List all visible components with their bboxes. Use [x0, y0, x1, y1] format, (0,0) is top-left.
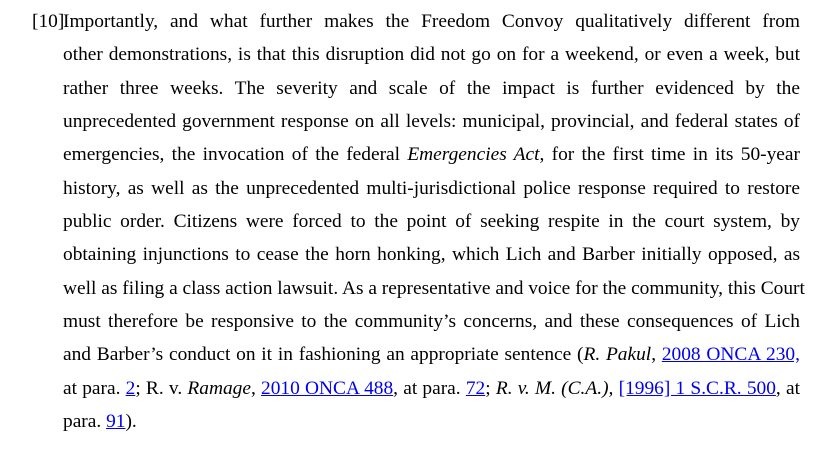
paragraph-line: Importantly, and what further makes the Freedom Convoy qualitatively different from — [63, 11, 800, 32]
paragraph-line: history, as well as the unprecedented multi-jurisdictional police response required to restore — [63, 178, 800, 199]
paragraph-line: unprecedented government response on all levels: municipal, provincial, and federal states of — [63, 111, 800, 132]
line-text: para. — [63, 411, 107, 432]
paragraph-line: rather three weeks. The severity and scale of the impact is further evidenced by the — [63, 78, 800, 99]
citation-link[interactable]: 2008 ONCA 230, — [661, 344, 800, 365]
line-text: ; R. v. — [135, 378, 188, 399]
line-text: , — [651, 344, 662, 365]
line-text: ; — [485, 378, 496, 399]
citation-link[interactable]: 2010 ONCA 488 — [261, 378, 394, 399]
paragraph-line — [63, 410, 800, 434]
para-link[interactable]: 72 — [465, 378, 486, 399]
paragraph-line: well as filing a class action lawsuit. As a representative and voice for the community, this Court — [63, 278, 805, 299]
paragraph-line: obtaining injunctions to cease the horn honking, which Lich and Barber initially opposed, as — [63, 244, 800, 265]
paragraph-line: must therefore be responsive to the community’s concerns, and these consequences of Lich — [63, 311, 800, 332]
line-text: at para. — [63, 378, 126, 399]
case-name: R. Pakul — [583, 344, 652, 365]
line-text: , at para. — [393, 378, 466, 399]
para-link[interactable]: 91 — [106, 411, 126, 432]
case-name: R. v. M. (C.A.), — [495, 378, 614, 399]
line-text: and Barber’s conduct on it in fashioning an appropriate sentence ( — [63, 344, 584, 365]
line-text: ). — [125, 411, 137, 432]
line-text: , for the first time in its 50-year — [539, 144, 800, 165]
paragraph-line: public order. Citizens were forced to the point of seeking respite in the court system, by — [63, 211, 800, 232]
paragraph-line — [63, 143, 800, 167]
statute-name: Emergencies Act — [407, 144, 540, 165]
paragraph-number: [10] — [32, 11, 65, 32]
paragraph-line — [63, 377, 800, 401]
line-text: , at — [775, 378, 800, 399]
case-name: Ramage — [187, 378, 251, 399]
citation-link[interactable]: [1996] 1 S.C.R. 500 — [618, 378, 776, 399]
para-link[interactable]: 2 — [125, 378, 136, 399]
line-text: , — [250, 378, 262, 399]
line-text: emergencies, the invocation of the federal — [63, 144, 408, 165]
paragraph-line: other demonstrations, is that this disruption did not go on for a weekend, or even a week, but — [63, 44, 800, 65]
paragraph-line — [63, 343, 800, 367]
